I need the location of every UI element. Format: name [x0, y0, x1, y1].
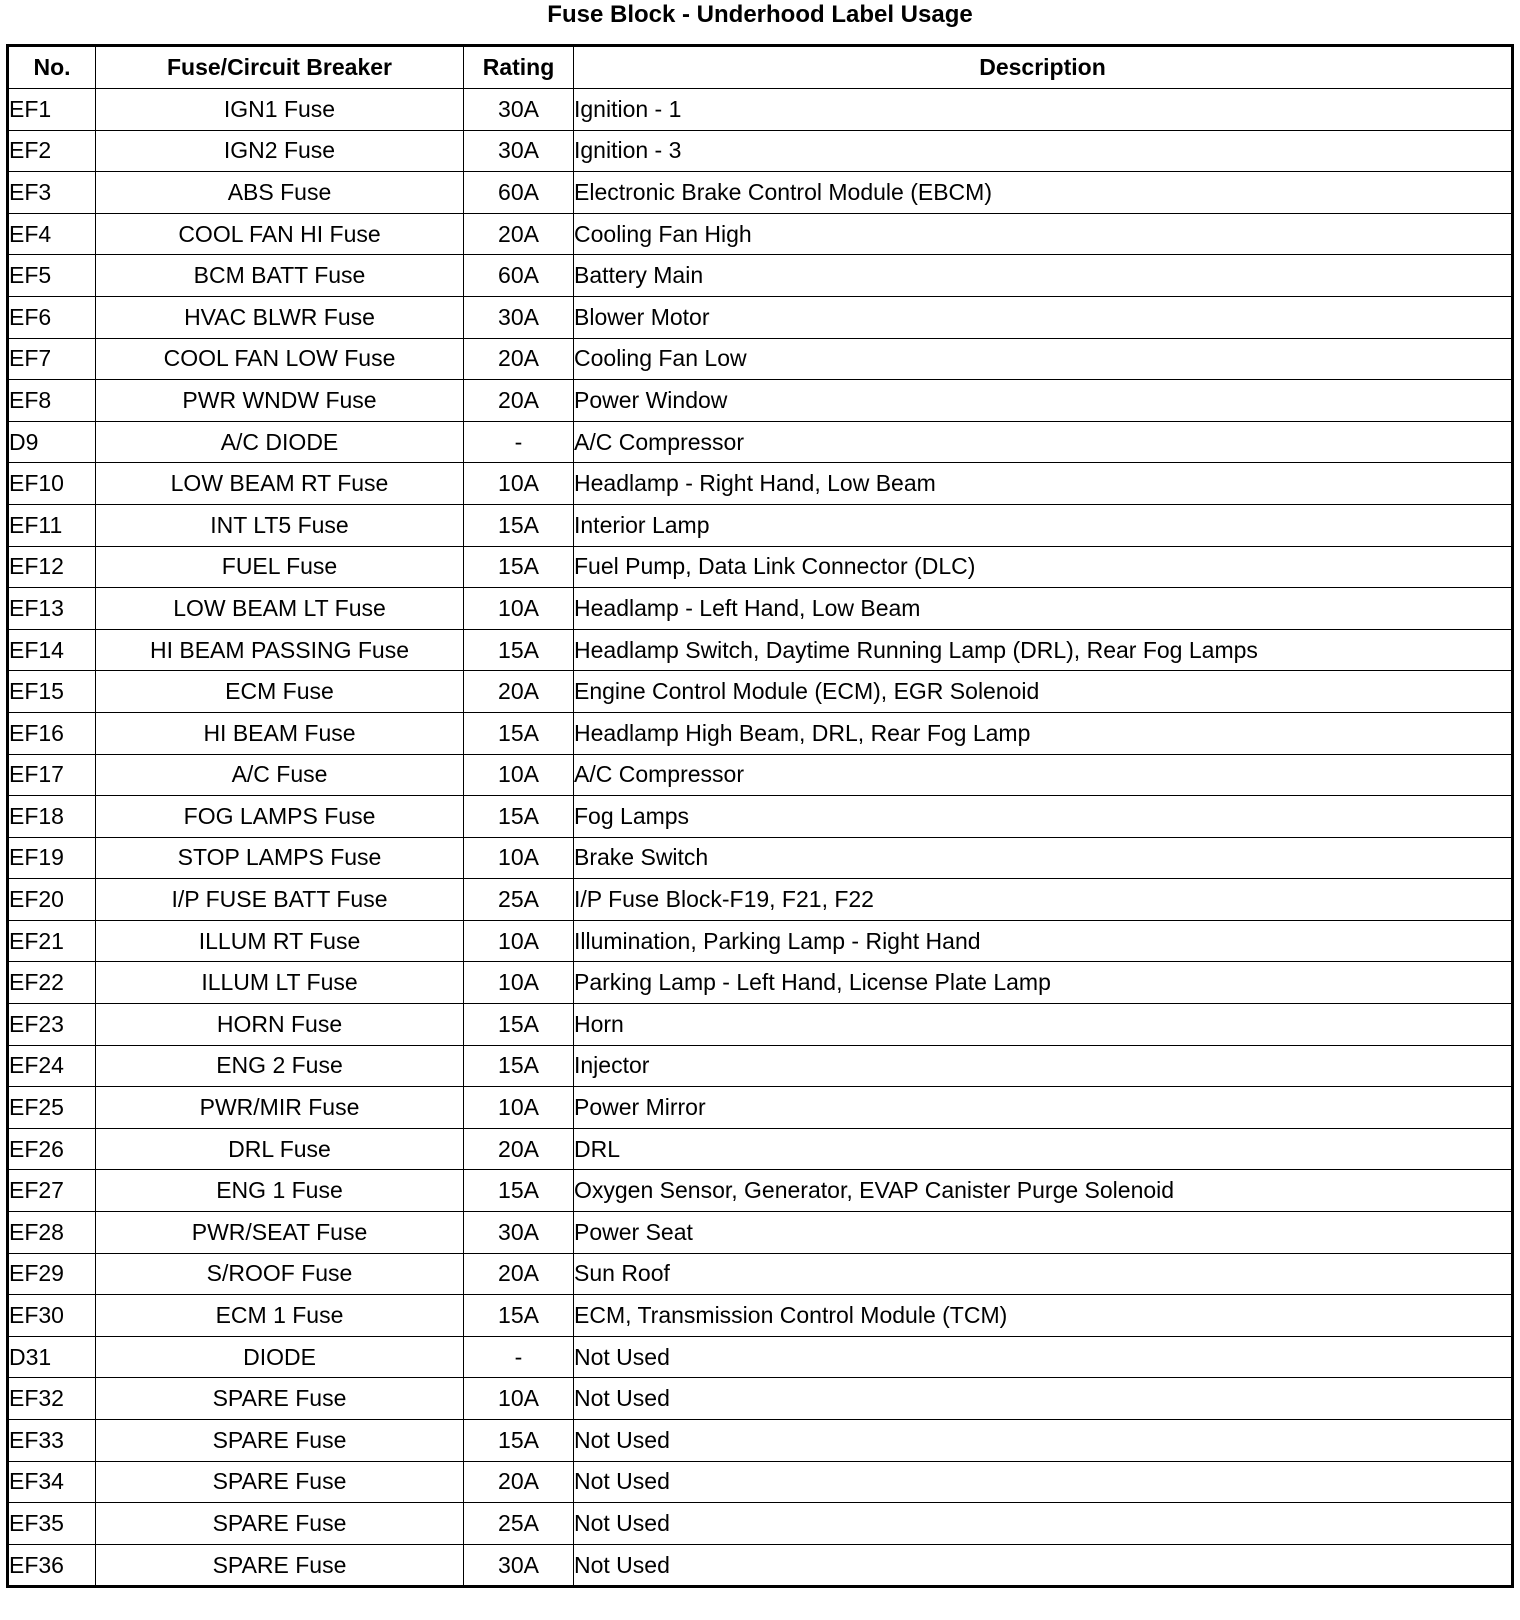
table-row	[8, 380, 1513, 422]
cell-rating: 15A	[464, 1004, 574, 1046]
cell-description: I/P Fuse Block-F19, F21, F22	[574, 879, 1513, 921]
cell-no: EF25	[8, 1087, 96, 1129]
cell-description: Electronic Brake Control Module (EBCM)	[574, 172, 1513, 214]
table-row	[8, 879, 1513, 921]
cell-rating: 20A	[464, 1128, 574, 1170]
cell-rating: -	[464, 421, 574, 463]
table-row	[8, 463, 1513, 505]
table-row	[8, 1253, 1513, 1295]
cell-fuse: ECM Fuse	[96, 671, 464, 713]
cell-fuse: A/C Fuse	[96, 754, 464, 796]
cell-rating: 10A	[464, 920, 574, 962]
cell-description: Illumination, Parking Lamp - Right Hand	[574, 920, 1513, 962]
cell-description: Headlamp High Beam, DRL, Rear Fog Lamp	[574, 712, 1513, 754]
cell-rating: 60A	[464, 255, 574, 297]
table-row	[8, 89, 1513, 131]
cell-description: Interior Lamp	[574, 504, 1513, 546]
cell-rating: 25A	[464, 879, 574, 921]
cell-fuse: HI BEAM PASSING Fuse	[96, 629, 464, 671]
table-row	[8, 796, 1513, 838]
cell-fuse: ECM 1 Fuse	[96, 1295, 464, 1337]
cell-fuse: BCM BATT Fuse	[96, 255, 464, 297]
table-row	[8, 213, 1513, 255]
cell-rating: 15A	[464, 1420, 574, 1462]
cell-description: Headlamp - Right Hand, Low Beam	[574, 463, 1513, 505]
cell-rating: 20A	[464, 213, 574, 255]
table-row	[8, 504, 1513, 546]
table-row	[8, 1503, 1513, 1545]
cell-no: EF33	[8, 1420, 96, 1462]
cell-description: Headlamp Switch, Daytime Running Lamp (DRL), Rear Fog Lamps	[574, 629, 1513, 671]
cell-no: EF14	[8, 629, 96, 671]
cell-fuse: PWR/MIR Fuse	[96, 1087, 464, 1129]
cell-no: EF22	[8, 962, 96, 1004]
cell-fuse: A/C DIODE	[96, 421, 464, 463]
cell-no: EF8	[8, 380, 96, 422]
cell-no: EF21	[8, 920, 96, 962]
cell-rating: 15A	[464, 546, 574, 588]
cell-fuse: PWR WNDW Fuse	[96, 380, 464, 422]
cell-no: EF12	[8, 546, 96, 588]
cell-description: Cooling Fan Low	[574, 338, 1513, 380]
table-row	[8, 1128, 1513, 1170]
table-row	[8, 130, 1513, 172]
cell-rating: 20A	[464, 338, 574, 380]
cell-description: Engine Control Module (ECM), EGR Solenoid	[574, 671, 1513, 713]
cell-description: A/C Compressor	[574, 421, 1513, 463]
cell-rating: 30A	[464, 89, 574, 131]
cell-rating: 15A	[464, 1045, 574, 1087]
table-row	[8, 421, 1513, 463]
cell-no: EF7	[8, 338, 96, 380]
table-row	[8, 546, 1513, 588]
cell-rating: 10A	[464, 837, 574, 879]
cell-description: Brake Switch	[574, 837, 1513, 879]
cell-no: EF16	[8, 712, 96, 754]
cell-fuse: FOG LAMPS Fuse	[96, 796, 464, 838]
table-row	[8, 1087, 1513, 1129]
cell-fuse: PWR/SEAT Fuse	[96, 1212, 464, 1254]
cell-rating: 30A	[464, 1212, 574, 1254]
cell-description: ECM, Transmission Control Module (TCM)	[574, 1295, 1513, 1337]
cell-rating: 15A	[464, 796, 574, 838]
page-title: Fuse Block - Underhood Label Usage	[547, 1, 973, 28]
cell-fuse: STOP LAMPS Fuse	[96, 837, 464, 879]
cell-rating: 10A	[464, 1087, 574, 1129]
cell-no: D31	[8, 1336, 96, 1378]
table-row	[8, 1004, 1513, 1046]
cell-description: Injector	[574, 1045, 1513, 1087]
cell-rating: 10A	[464, 754, 574, 796]
cell-description: Not Used	[574, 1336, 1513, 1378]
header-rating: Rating	[464, 46, 574, 89]
cell-rating: 20A	[464, 1253, 574, 1295]
cell-description: Not Used	[574, 1420, 1513, 1462]
cell-no: EF34	[8, 1461, 96, 1503]
cell-description: Power Mirror	[574, 1087, 1513, 1129]
cell-fuse: HORN Fuse	[96, 1004, 464, 1046]
table-row	[8, 1295, 1513, 1337]
cell-no: EF10	[8, 463, 96, 505]
table-row	[8, 962, 1513, 1004]
cell-fuse: IGN2 Fuse	[96, 130, 464, 172]
cell-no: EF1	[8, 89, 96, 131]
cell-description: Horn	[574, 1004, 1513, 1046]
cell-fuse: DRL Fuse	[96, 1128, 464, 1170]
cell-fuse: SPARE Fuse	[96, 1503, 464, 1545]
table-row	[8, 1544, 1513, 1587]
table-row	[8, 1212, 1513, 1254]
cell-description: Ignition - 3	[574, 130, 1513, 172]
table-row	[8, 671, 1513, 713]
cell-no: EF2	[8, 130, 96, 172]
cell-fuse: ENG 2 Fuse	[96, 1045, 464, 1087]
cell-description: Fog Lamps	[574, 796, 1513, 838]
cell-fuse: ILLUM RT Fuse	[96, 920, 464, 962]
table-row	[8, 920, 1513, 962]
table-row	[8, 338, 1513, 380]
cell-no: EF3	[8, 172, 96, 214]
cell-fuse: LOW BEAM RT Fuse	[96, 463, 464, 505]
cell-fuse: HI BEAM Fuse	[96, 712, 464, 754]
cell-fuse: SPARE Fuse	[96, 1461, 464, 1503]
cell-no: EF24	[8, 1045, 96, 1087]
cell-description: Parking Lamp - Left Hand, License Plate Lamp	[574, 962, 1513, 1004]
cell-fuse: IGN1 Fuse	[96, 89, 464, 131]
header-no: No.	[8, 46, 96, 89]
cell-no: EF27	[8, 1170, 96, 1212]
table-row	[8, 1336, 1513, 1378]
table-body	[8, 89, 1513, 1587]
cell-description: Headlamp - Left Hand, Low Beam	[574, 588, 1513, 630]
table-row	[8, 1420, 1513, 1462]
cell-no: EF28	[8, 1212, 96, 1254]
cell-rating: 10A	[464, 962, 574, 1004]
cell-description: Not Used	[574, 1461, 1513, 1503]
table-row	[8, 629, 1513, 671]
cell-no: EF26	[8, 1128, 96, 1170]
cell-fuse: ABS Fuse	[96, 172, 464, 214]
cell-description: Battery Main	[574, 255, 1513, 297]
cell-no: EF30	[8, 1295, 96, 1337]
cell-description: Power Seat	[574, 1212, 1513, 1254]
cell-no: EF13	[8, 588, 96, 630]
cell-description: Ignition - 1	[574, 89, 1513, 131]
cell-rating: 30A	[464, 130, 574, 172]
cell-fuse: COOL FAN HI Fuse	[96, 213, 464, 255]
cell-no: EF4	[8, 213, 96, 255]
cell-rating: 30A	[464, 296, 574, 338]
cell-rating: 20A	[464, 671, 574, 713]
header-fuse: Fuse/Circuit Breaker	[96, 46, 464, 89]
cell-description: DRL	[574, 1128, 1513, 1170]
table-row	[8, 296, 1513, 338]
table-row	[8, 1461, 1513, 1503]
cell-no: EF15	[8, 671, 96, 713]
cell-rating: -	[464, 1336, 574, 1378]
table-row	[8, 754, 1513, 796]
cell-description: Sun Roof	[574, 1253, 1513, 1295]
table-row	[8, 588, 1513, 630]
table-row	[8, 255, 1513, 297]
cell-rating: 10A	[464, 588, 574, 630]
header-row	[8, 46, 1513, 89]
cell-fuse: FUEL Fuse	[96, 546, 464, 588]
cell-rating: 15A	[464, 629, 574, 671]
cell-fuse: COOL FAN LOW Fuse	[96, 338, 464, 380]
table-row	[8, 1378, 1513, 1420]
cell-no: EF32	[8, 1378, 96, 1420]
cell-description: Blower Motor	[574, 296, 1513, 338]
cell-description: Cooling Fan High	[574, 213, 1513, 255]
table-row	[8, 837, 1513, 879]
cell-fuse: SPARE Fuse	[96, 1420, 464, 1462]
cell-no: D9	[8, 421, 96, 463]
cell-no: EF11	[8, 504, 96, 546]
cell-fuse: HVAC BLWR Fuse	[96, 296, 464, 338]
cell-rating: 15A	[464, 504, 574, 546]
cell-no: EF20	[8, 879, 96, 921]
cell-description: Oxygen Sensor, Generator, EVAP Canister Purge Solenoid	[574, 1170, 1513, 1212]
cell-no: EF6	[8, 296, 96, 338]
cell-description: Not Used	[574, 1503, 1513, 1545]
cell-fuse: INT LT5 Fuse	[96, 504, 464, 546]
fuse-table	[6, 44, 1514, 1588]
cell-description: Fuel Pump, Data Link Connector (DLC)	[574, 546, 1513, 588]
cell-fuse: SPARE Fuse	[96, 1378, 464, 1420]
cell-fuse: LOW BEAM LT Fuse	[96, 588, 464, 630]
cell-no: EF18	[8, 796, 96, 838]
cell-rating: 20A	[464, 380, 574, 422]
cell-rating: 15A	[464, 1295, 574, 1337]
cell-no: EF29	[8, 1253, 96, 1295]
cell-fuse: I/P FUSE BATT Fuse	[96, 879, 464, 921]
cell-rating: 60A	[464, 172, 574, 214]
cell-rating: 15A	[464, 1170, 574, 1212]
cell-fuse: S/ROOF Fuse	[96, 1253, 464, 1295]
header-description: Description	[574, 46, 1513, 89]
cell-description: Not Used	[574, 1378, 1513, 1420]
cell-no: EF36	[8, 1544, 96, 1587]
cell-rating: 10A	[464, 1378, 574, 1420]
cell-no: EF5	[8, 255, 96, 297]
cell-rating: 25A	[464, 1503, 574, 1545]
cell-rating: 30A	[464, 1544, 574, 1587]
cell-no: EF17	[8, 754, 96, 796]
table-row	[8, 1045, 1513, 1087]
cell-description: A/C Compressor	[574, 754, 1513, 796]
cell-fuse: ENG 1 Fuse	[96, 1170, 464, 1212]
cell-fuse: DIODE	[96, 1336, 464, 1378]
cell-description: Not Used	[574, 1544, 1513, 1587]
cell-description: Power Window	[574, 380, 1513, 422]
cell-no: EF35	[8, 1503, 96, 1545]
cell-rating: 15A	[464, 712, 574, 754]
cell-no: EF19	[8, 837, 96, 879]
cell-fuse: ILLUM LT Fuse	[96, 962, 464, 1004]
cell-rating: 20A	[464, 1461, 574, 1503]
table-row	[8, 1170, 1513, 1212]
cell-fuse: SPARE Fuse	[96, 1544, 464, 1587]
cell-rating: 10A	[464, 463, 574, 505]
table-row	[8, 172, 1513, 214]
table-header	[8, 46, 1513, 89]
table-row	[8, 712, 1513, 754]
cell-no: EF23	[8, 1004, 96, 1046]
